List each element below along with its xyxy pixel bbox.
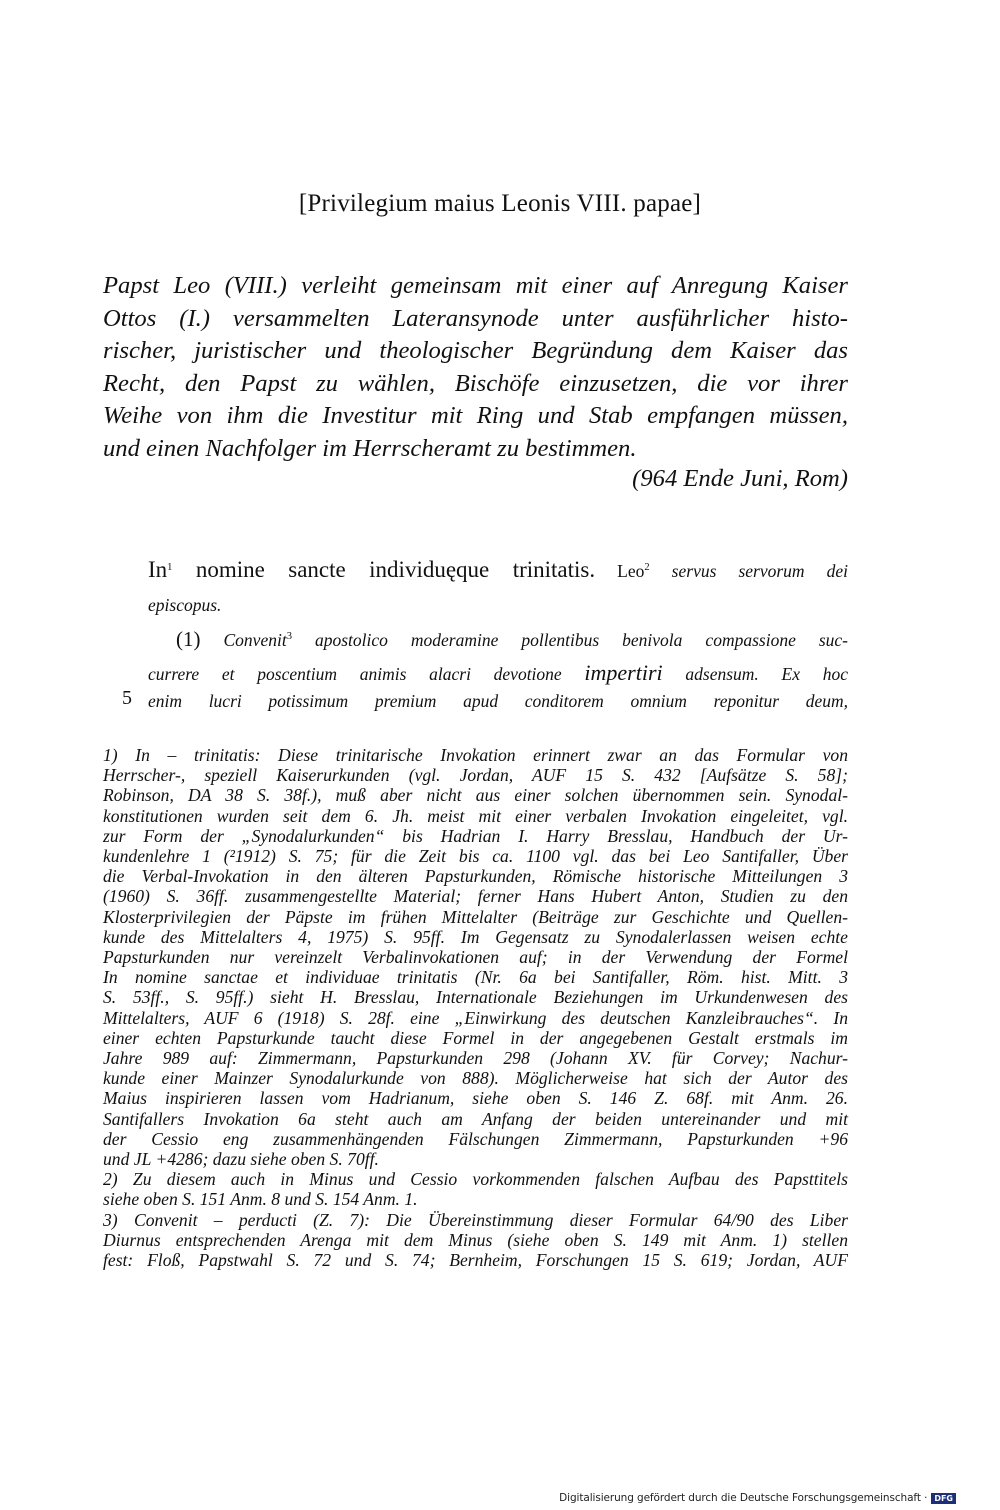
summary-line: Papst Leo (VIII.) verleiht gemeinsam mit einer auf Anregung Kaiser (103, 272, 848, 299)
footnote-line: Herrscher-, speziell Kaiserurkunden (vgl. Jordan, AUF 15 S. 432 [Aufsätze S. 58]; (103, 765, 848, 786)
summary-line: Weihe von ihm die Investitur mit Ring und Stab empfangen müssen, (103, 402, 848, 430)
footnotes (103, 745, 848, 1270)
text-convenit: Convenit (200, 630, 287, 650)
text-line (148, 627, 848, 652)
footnote-line: Diurnus entsprechenden Arenga mit dem Minus (siehe oben S. 149 mit Anm. 1) stellen (103, 1229, 848, 1250)
document-date: (964 Ende Juni, Rom) (632, 465, 848, 492)
footnote-line: konstitutionen wurden seit dem 6. Jh. meist mit einer verbalen Invokation eingeleitet, vgl. (103, 805, 848, 826)
arenga-text-emph: impertiri (584, 660, 663, 685)
credit-text: Digitalisierung gefördert durch die Deutsche Forschungsgemeinschaft · (559, 1492, 928, 1504)
footnote-line: Jahre 989 auf: Zimmermann, Papsturkunden 298 (Johann XV. für Corvey; Nachur- (103, 1048, 848, 1069)
footnote-line: Klosterprivilegien der Päpste im frühen Mittelalter (Beiträge zur Geschichte und Quellen- (103, 906, 848, 927)
footnote-line: einer echten Papsturkunde taucht diese Formel in der angegebenen Gestalt erstmals im (103, 1027, 848, 1048)
footnote-line: kunde einer Mainzer Synodalurkunde von 888). Möglicherweise hat sich der Autor des (103, 1068, 848, 1089)
footnote-line: 1) In – trinitatis: Diese trinitarische Invokation erinnert zwar an das Formular von (103, 745, 848, 765)
footnote-line: In nomine sanctae et individuae trinitatis (Nr. 6a bei Santifaller, Röm. hist. Mitt. 3 (103, 967, 848, 988)
summary-regest (103, 270, 848, 466)
footnote-line: der Cessio eng zusammenhängenden Fälschungen Zimmermann, Papsturkunden +96 (103, 1128, 848, 1149)
dfg-logo: DFG (931, 1493, 956, 1504)
footnote-line: Mittelalters, AUF 6 (1918) S. 28f. eine „Einwirkung des deutschen Kanzleibrauches“. In (103, 1007, 848, 1028)
footnote-line: Santifallers Invokation 6a steht auch am Anfang der beiden untereinander und mit (103, 1108, 848, 1129)
arenga-text: apostolico moderamine pollentibus benivola compassione suc- (291, 630, 848, 650)
footnote-line: (1960) S. 36ff. zusammengestellte Material; ferner Hans Hubert Anton, Studien zu den (103, 886, 848, 907)
text-line (148, 557, 848, 583)
footnote-line: Papsturkunden nur vereinzelt Verbalinvokationen auf; in der Verwendung der Formel (103, 947, 848, 968)
text-in: In (148, 557, 168, 582)
footnote-line: und JL +4286; dazu siehe oben S. 70ff. (103, 1149, 379, 1170)
footnote-line: kunde des Mittelalters 4, 1975) S. 95ff. Im Gegensatz zu Synodalerlassen weisen echte (103, 926, 848, 947)
footnote-line: zur Form der „Synodalurkunden“ bis Hadrian I. Harry Bresslau, Handbuch der Ur- (103, 825, 848, 846)
footnote-line: 2) Zu diesem auch in Minus und Cessio vorkommenden falschen Aufbau des Papsttitels (103, 1169, 848, 1190)
text-line: enim lucri potissimum premium apud conditorem omnium reponitur deum, (148, 691, 848, 711)
paragraph-number: (1) (176, 627, 201, 651)
footnote-line: Maius inspirieren lassen vom Hadrianum, siehe oben S. 146 Z. 68f. mit Anm. 26. (103, 1088, 848, 1109)
digitization-credit (559, 1492, 956, 1504)
summary-line: Ottos (I.) versammelten Lateransynode unter ausführlicher histo- (103, 304, 848, 332)
invocation-text: nomine sancte individuęque trinitatis. (172, 557, 596, 582)
summary-line: rischer, juristischer und theologischer Begründung dem Kaiser das (103, 337, 848, 365)
footnote-line: die Verbal-Invokation in den älteren Papsturkunden, Römische historische Mitteilungen 3 (103, 866, 848, 887)
footnote-ref: 3 (286, 631, 292, 643)
text-line: episcopus. (148, 595, 222, 615)
arenga-text: currere et poscentium animis alacri devotione (148, 664, 585, 684)
intitulatio-text: servus servorum dei (649, 561, 848, 581)
summary-line: und einen Nachfolger im Herrscheramt zu bestimmen. (103, 434, 637, 462)
footnote-line: fest: Floß, Papstwahl S. 72 und S. 74; Bernheim, Forschungen 15 S. 619; Jordan, AUF (103, 1250, 848, 1271)
footnote-line: Robinson, DA 38 S. 38f.), muß aber nicht aus einer solchen übernommen sein. Synodal- (103, 785, 848, 806)
footnote-line: siehe oben S. 151 Anm. 8 und S. 154 Anm. 1. (103, 1189, 418, 1210)
line-number: 5 (122, 687, 132, 709)
summary-line: Recht, den Papst zu wählen, Bischöfe einzusetzen, die vor ihrer (103, 369, 848, 397)
arenga-text: adsensum. Ex hoc (662, 664, 848, 684)
text-line (148, 660, 848, 686)
text-leo: Leo (595, 561, 645, 581)
footnote-line: 3) Convenit – perducti (Z. 7): Die Übereinstimmung dieser Formular 64/90 des Liber (103, 1209, 848, 1230)
page-title: [Privilegium maius Leonis VIII. papae] (298, 190, 702, 217)
footnote-line: S. 53ff., S. 95ff.) sieht H. Bresslau, Internationale Beziehungen im Urkundenwesen des (103, 987, 848, 1008)
footnote-ref: 2 (644, 562, 650, 574)
footnote-ref: 1 (167, 562, 173, 574)
footnote-line: kundenlehre 1 (²1912) S. 75; für die Zeit bis ca. 1100 vgl. das bei Leo Santifaller, Über (103, 846, 848, 867)
